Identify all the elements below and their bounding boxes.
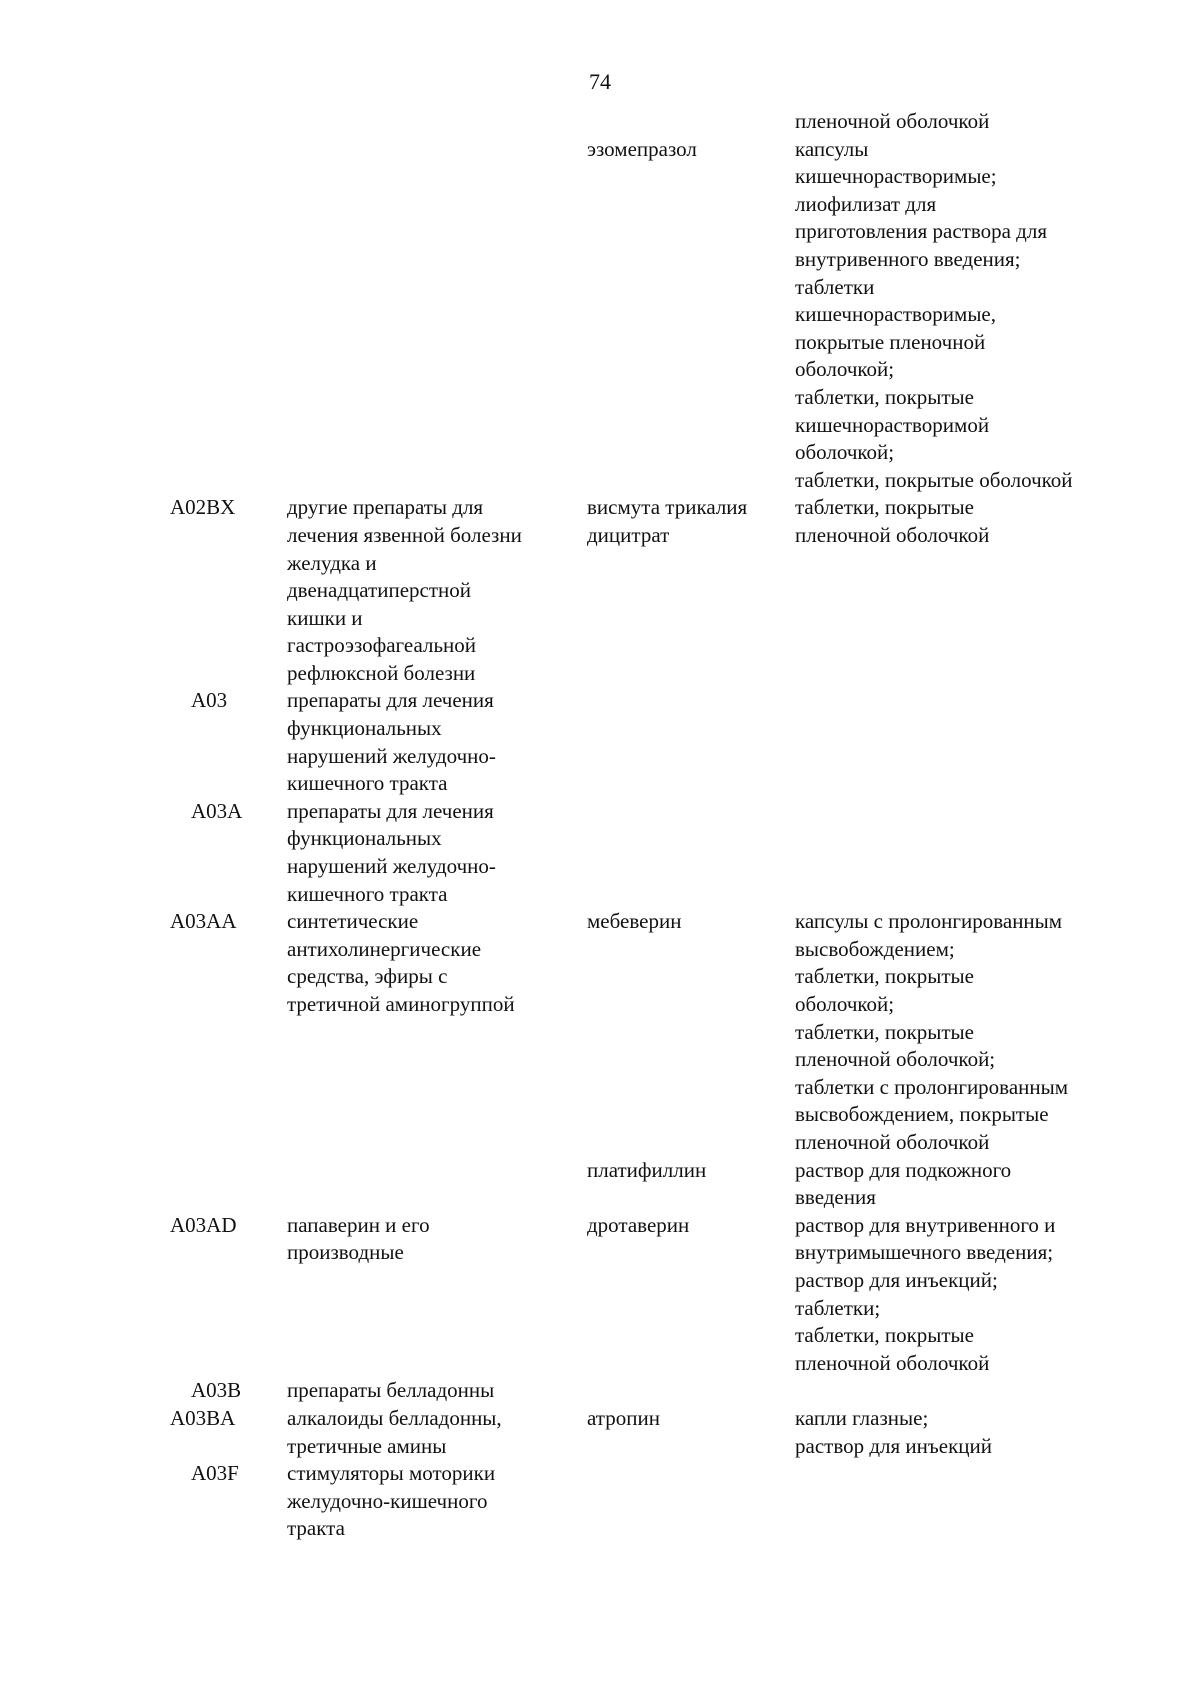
atc-code: A03A (191, 798, 243, 823)
table-row (170, 1212, 1160, 1378)
table-row (170, 687, 1160, 797)
table-row (170, 1157, 1160, 1212)
atc-code: A03BA (170, 1405, 236, 1430)
drug-name: атропин (587, 1405, 660, 1430)
dosage-form: таблетки, покрытые пленочной оболочкой (795, 495, 990, 547)
table-row (170, 1460, 1160, 1543)
table-row (170, 1377, 1160, 1405)
table-row (170, 108, 1160, 494)
atc-code: A02BX (170, 495, 236, 520)
atc-code: A03 (191, 688, 228, 713)
dosage-form: раствор для внутривенного и внутримышечного введения; раствор для инъекций; таблетки; таблетки, покрытые пленочной оболочкой (795, 1212, 1056, 1375)
anatomical-therapeutic-group: препараты для лечения функциональных нарушений желудочно- кишечного тракта (287, 688, 496, 796)
atc-code: A03B (191, 1378, 242, 1403)
anatomical-therapeutic-group: другие препараты для лечения язвенной болезни желудка и двенадцатиперстной кишки и гастроэзофагеальной рефлюксной болезни (287, 495, 522, 685)
dosage-form: пленочной оболочкой капсулы кишечнорастворимые; лиофилизат для приготовления раствора для внутривенного введения; таблетки кишечнорастворимые, покрытые пленочной оболочкой; таблетки, покрытые кишечнорастворимой оболочкой; таблетки, покрытые оболочкой (795, 109, 1073, 492)
drug-name: эзомепразол (587, 136, 697, 161)
drug-name: дротаверин (587, 1212, 690, 1237)
table-row (170, 494, 1160, 687)
atc-code: A03AD (170, 1212, 237, 1237)
drug-name: мебеверин (587, 909, 682, 934)
anatomical-therapeutic-group: стимуляторы моторики желудочно-кишечного тракта (287, 1461, 496, 1541)
anatomical-therapeutic-group: алкалоиды белладонны, третичные амины (287, 1405, 502, 1458)
table-row (170, 908, 1160, 1156)
dosage-form: капсулы с пролонгированным высвобождением; таблетки, покрытые оболочкой; таблетки, покрытые пленочной оболочкой; таблетки с пролонгированным высвобождением, покрытые пленочной оболочкой (795, 909, 1069, 1154)
anatomical-therapeutic-group: препараты для лечения функциональных нарушений желудочно- кишечного тракта (287, 798, 496, 906)
dosage-form: раствор для подкожного введения (795, 1157, 1012, 1210)
atc-code: A03AA (170, 909, 237, 934)
drug-classification-table (170, 108, 1160, 1543)
anatomical-therapeutic-group: синтетические антихолинергические средства, эфиры с третичной аминогруппой (287, 909, 515, 1016)
dosage-form: капли глазные; раствор для инъекций (795, 1405, 992, 1458)
atc-code: A03F (191, 1461, 239, 1486)
anatomical-therapeutic-group: препараты белладонны (287, 1378, 495, 1403)
page-number: 74 (589, 69, 611, 94)
table-row (170, 798, 1160, 908)
drug-name: платифиллин (587, 1157, 707, 1182)
table-row (170, 1405, 1160, 1460)
drug-name: висмута трикалия дицитрат (587, 495, 748, 547)
anatomical-therapeutic-group: папаверин и его производные (287, 1212, 430, 1265)
